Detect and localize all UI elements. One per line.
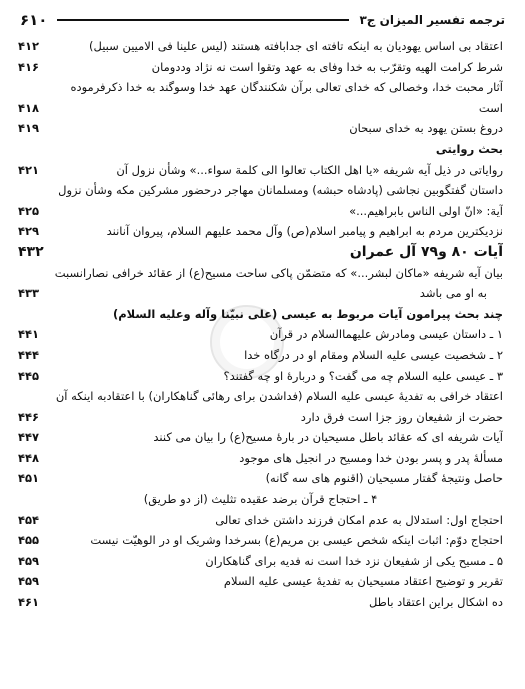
toc-entry (18, 448, 503, 469)
toc-entry-title: ۴ ـ احتجاج قرآن برضد عقیده تثلیث (از دو طریق) (143, 492, 378, 507)
toc-entry-page-number: ۴۲۵ (18, 203, 40, 218)
toc-entry (18, 263, 503, 284)
toc-entry (18, 180, 503, 201)
toc-entry (18, 345, 503, 366)
toc-entry-title: آیات شریفه ای که عقائد باطل مسیحیان در بارهٔ مسیح(ع) را بیان می کنند (153, 430, 503, 445)
toc-entry-page-number: ۴۴۱ (18, 327, 40, 342)
toc-entry-page-number: ۴۵۹ (18, 574, 40, 589)
toc-entry-title: حضرت از شفیعان روز جزا است فرق دارد (300, 409, 503, 424)
toc-entry-page-number: ۴۳۳ (18, 286, 40, 301)
toc-entry (18, 530, 503, 551)
table-of-contents (18, 36, 503, 613)
toc-entry-title: اعتقاد خرافی به تفدیهٔ عیسی علیه السلام (فداشدن برای رهائی گناهکاران) با اعتقادبه اینکه آن (55, 389, 503, 404)
toc-entry-page-number: ۴۱۸ (18, 100, 40, 115)
toc-entry (18, 386, 503, 407)
toc-entry-title: بحث روایتی (435, 141, 503, 156)
toc-entry (18, 592, 503, 613)
toc-entry (18, 571, 503, 592)
toc-entry-title: تقریر و توضیح اعتقاد مسیحیان به تفدیهٔ عیسی علیه السلام (223, 574, 503, 589)
toc-entry-title: آیات ۸۰ و۷۹ آل عمران (349, 243, 503, 260)
toc-entry-page-number: ۴۲۱ (18, 162, 40, 177)
toc-entry-title: ده اشکال براین اعتقاد باطل (368, 595, 503, 610)
toc-entry (18, 57, 503, 78)
toc-entry-title: داستان گفتگوبین نجاشی (پادشاه حبشه) ومسلمانان مهاجر درحضور مشرکین مکه وشأن نزول (58, 183, 503, 198)
toc-entry (18, 98, 503, 119)
toc-entry-title: احتجاج اول: استدلال به عدم امکان فرزند داشتن خدای تعالی (215, 512, 503, 527)
toc-entry-title: حاصل ونتیجهٔ گفتار مسیحیان (اقنوم های سه گانه) (265, 471, 503, 486)
toc-entry-page-number: ۴۴۸ (18, 450, 40, 465)
toc-entry (18, 427, 503, 448)
toc-entry-page-number: ۴۴۴ (18, 347, 40, 362)
toc-entry-title: آیة: «انّ اولی الناس بابراهیم...» (349, 203, 503, 218)
toc-entry (18, 283, 503, 304)
toc-entry-title: روایاتی در ذیل آیه شریفه «یا اهل الکتاب تعالوا الی کلمة سواء...» وشأن نزول آن (116, 162, 503, 177)
toc-entry (18, 242, 503, 263)
toc-entry-title: احتجاج دوّم: اثبات اینکه شخص عیسی بن مریم(ع) بسرخدا وشریک او در الوهیّت نیست (90, 533, 503, 548)
page-header (20, 8, 505, 32)
toc-entry (18, 201, 503, 222)
toc-entry-page-number: ۴۴۷ (18, 430, 40, 445)
toc-entry-title: است (478, 100, 503, 115)
toc-entry (18, 407, 503, 428)
toc-entry-page-number: ۴۳۲ (18, 243, 44, 260)
toc-entry-title: به او می باشد (419, 286, 487, 301)
toc-entry (18, 221, 503, 242)
toc-entry-title: ۳ ـ عیسی علیه السلام چه می گفت؟ و دربارهٔ او چه گفتند؟ (223, 368, 503, 383)
toc-entry-title: مسألهٔ پدر و پسر بودن خدا ومسیح در انجیل های موجود (239, 450, 503, 465)
toc-entry-title: نزدیکترین مردم به ابراهیم و پیامبر اسلام(ص) وآل محمد علیهم السلام، پیروان آنانند (106, 224, 503, 239)
toc-entry (18, 36, 503, 57)
toc-entry (18, 366, 503, 387)
toc-entry-title: ۲ ـ شخصیت عیسی علیه السلام ومقام او در درگاه خدا (244, 347, 503, 362)
toc-entry-page-number: ۴۵۵ (18, 533, 40, 548)
header-rule (57, 19, 349, 21)
toc-entry-title: دروغ بستن یهود به خدای سبحان (349, 121, 503, 136)
toc-entry (18, 510, 503, 531)
toc-entry-title: بیان آیه شریفه «ماکان لبشر...» که متضمّن پاکی ساحت مسیح(ع) از عقائد خرافی نصارانسبت (54, 265, 503, 280)
toc-entry (18, 160, 503, 181)
toc-entry-page-number: ۴۴۶ (18, 409, 40, 424)
toc-entry-title: چند بحث پیرامون آیات مربوط به عیسی (علی نبیّنا وآله وعلیه السلام) (112, 306, 503, 321)
toc-entry (18, 304, 503, 325)
toc-entry-title: اعتقاد بی اساس یهودیان به اینکه تافته ای جدابافته هستند (لیس علینا فی الامیین سبیل) (89, 39, 503, 53)
toc-entry-page-number: ۴۴۵ (18, 368, 40, 383)
toc-entry (18, 324, 503, 345)
page-number: ۶۱۰ (20, 11, 48, 29)
toc-entry (18, 77, 503, 98)
toc-entry (18, 489, 503, 510)
toc-entry (18, 139, 503, 160)
running-title: ترجمه تفسیر المیزان ج۳ (359, 13, 505, 27)
toc-entry-page-number: ۴۵۹ (18, 553, 40, 568)
toc-entry (18, 468, 503, 489)
toc-entry-page-number: ۴۱۲ (18, 39, 40, 53)
toc-entry-page-number: ۴۶۱ (18, 595, 40, 610)
toc-entry-page-number: ۴۲۹ (18, 224, 40, 239)
toc-entry-title: آثار محبت خدا، وخصالی که خدای تعالی برآن شکنندگان عهد خدا وسوگند به خدا ذکرفرموده (70, 80, 503, 95)
toc-entry-title: ۱ ـ داستان عیسی ومادرش علیهماالسلام در قرآن (269, 327, 503, 342)
toc-entry-page-number: ۴۵۴ (18, 512, 40, 527)
toc-entry-page-number: ۴۵۱ (18, 471, 40, 486)
toc-entry-page-number: ۴۱۹ (18, 121, 40, 136)
toc-entry-page-number: ۴۱۶ (18, 59, 40, 74)
toc-entry (18, 118, 503, 139)
toc-entry (18, 551, 503, 572)
toc-entry-title: شرط کرامت الهیه وتقرّب به خدا وفای به عهد وتقوا است نه نژاد وددومان (151, 59, 503, 74)
toc-entry-title: ۵ ـ مسیح یکی از شفیعان نزد خدا است نه فدیه برای گناهکاران (205, 553, 503, 568)
